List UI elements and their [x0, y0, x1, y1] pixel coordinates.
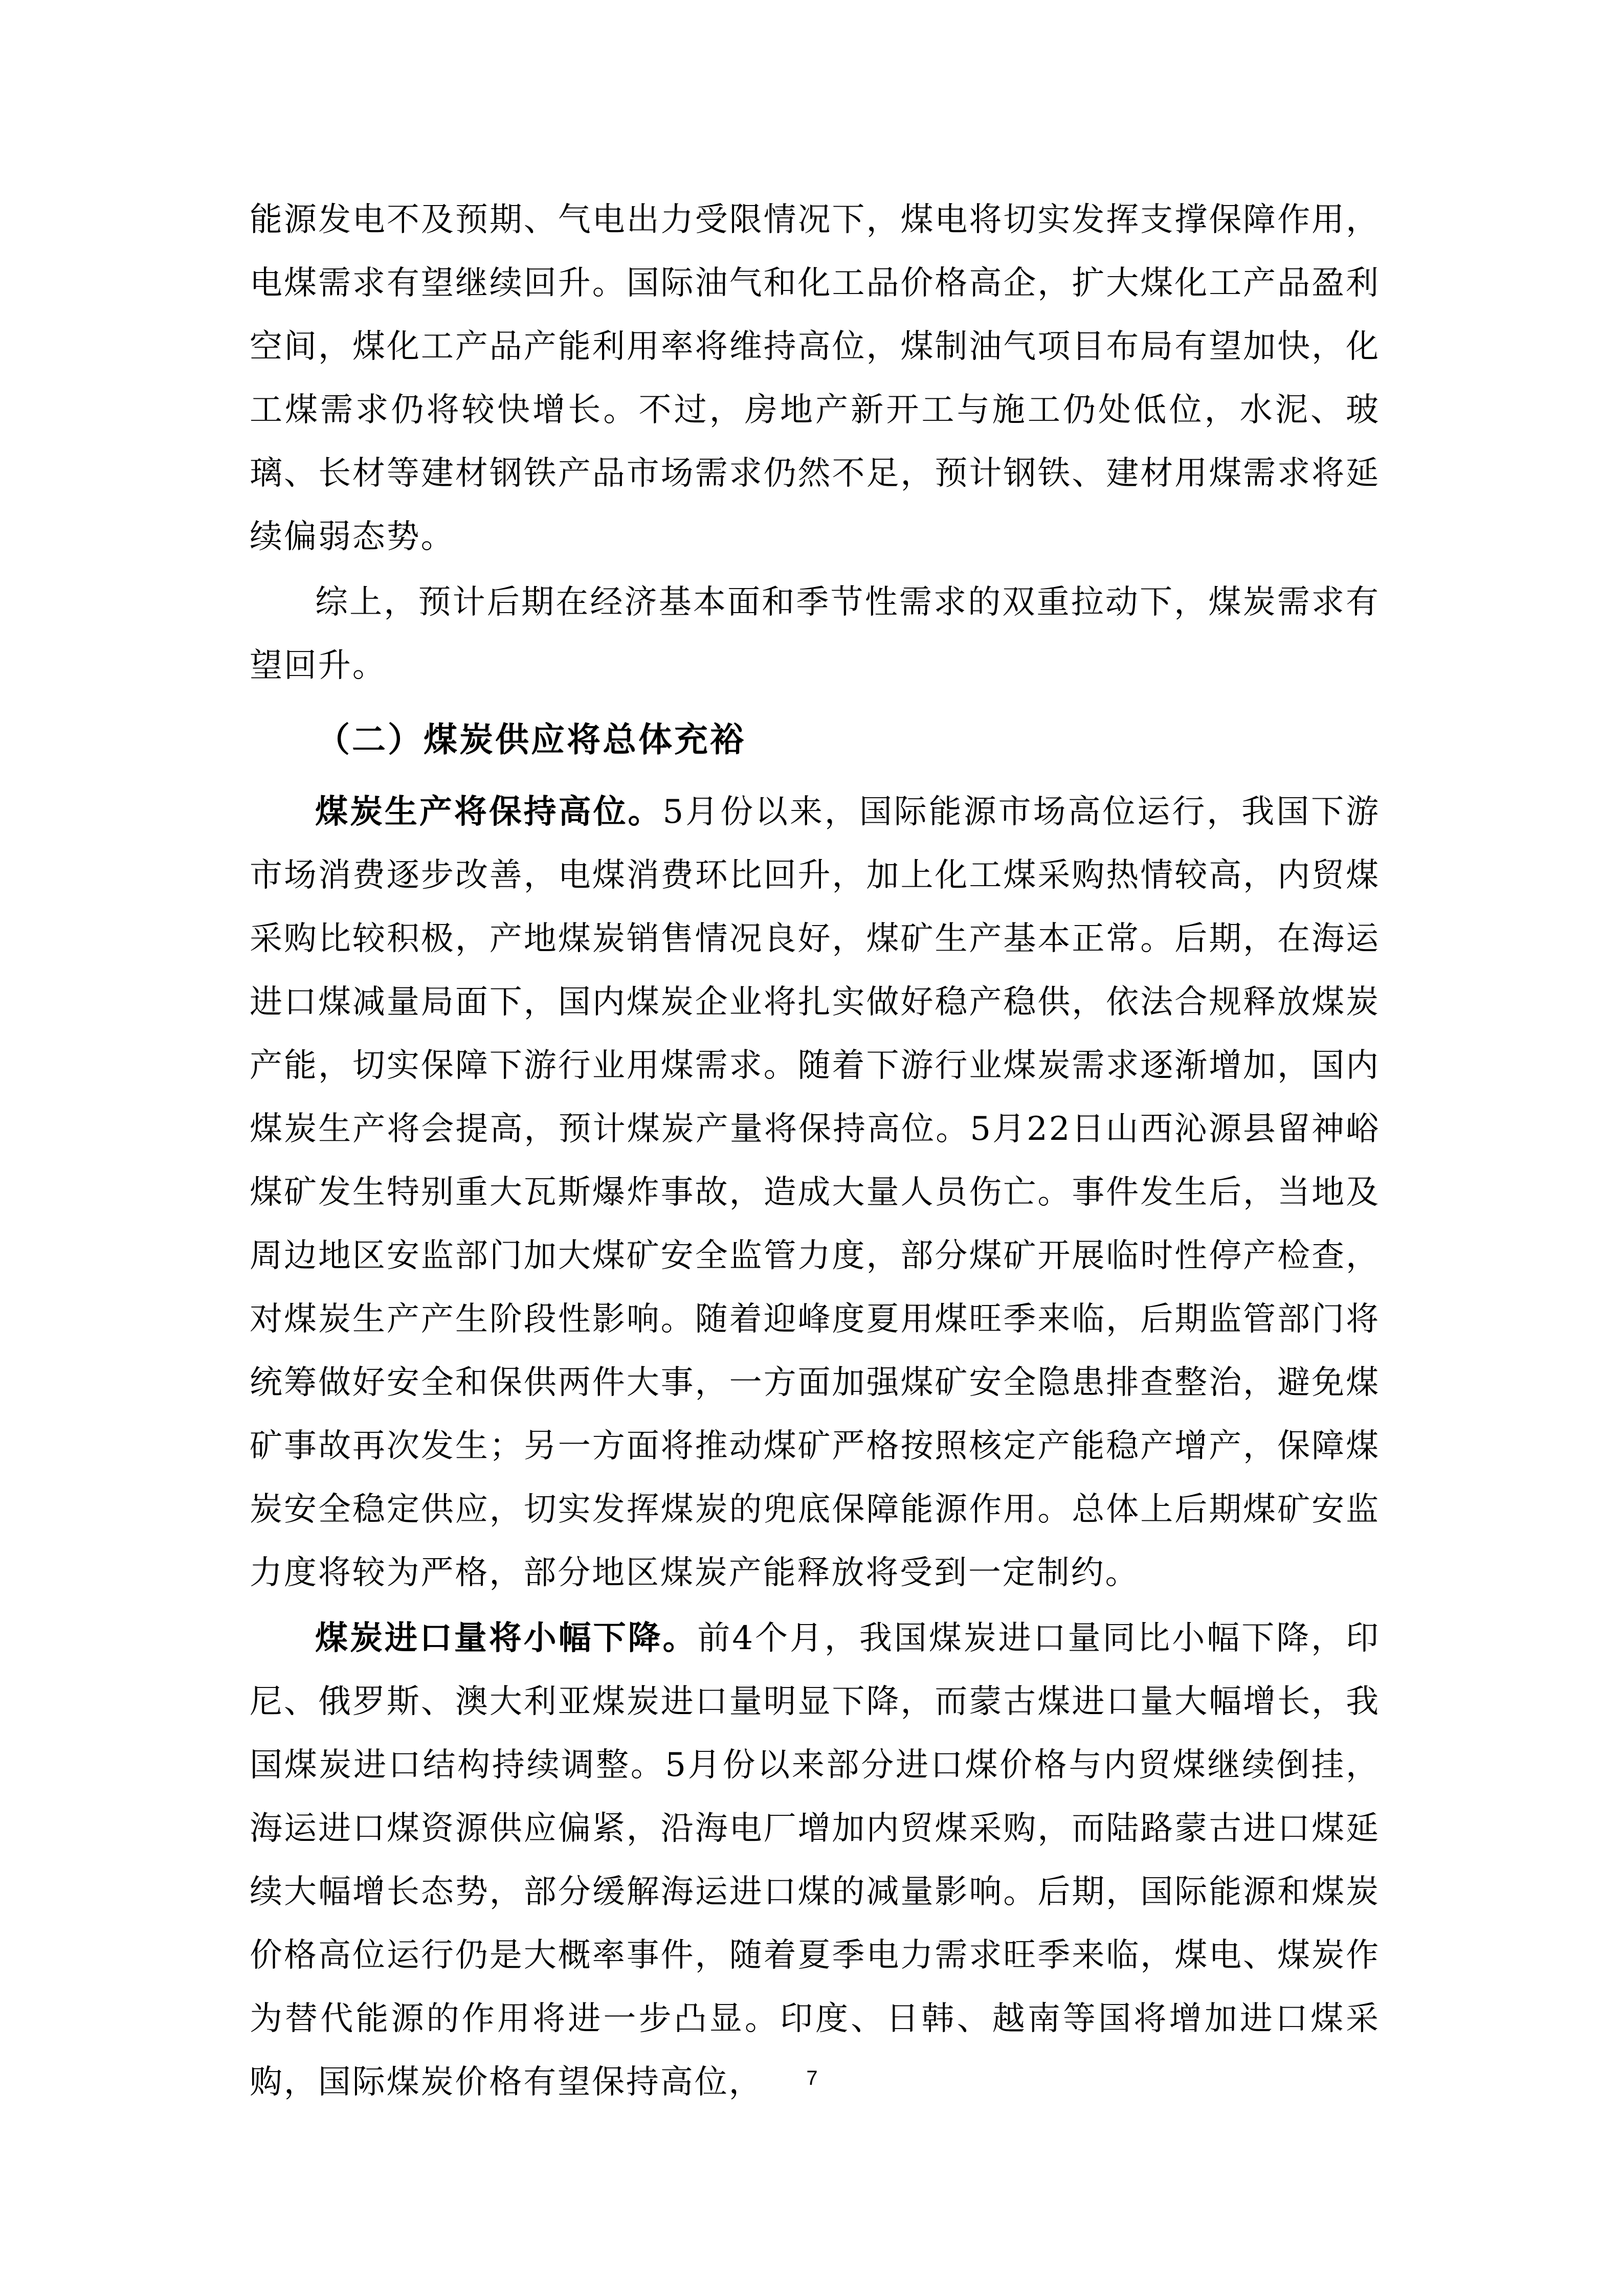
paragraph-lead-coal-imports: 煤炭进口量将小幅下降。: [315, 1619, 698, 1657]
paragraph-coal-imports: [250, 1607, 1380, 2114]
section-heading-coal-supply: （二）煤炭供应将总体充裕: [316, 720, 746, 759]
page-number: 7: [806, 2067, 818, 2089]
paragraph-coal-production: [250, 780, 1380, 1605]
paragraph-demand-summary: 综上，预计后期在经济基本面和季节性需求的双重拉动下，煤炭需求有望回升。: [250, 583, 1380, 685]
paragraph-body-coal-imports: 前4个月，我国煤炭进口量同比小幅下降，印尼、俄罗斯、澳大利亚煤炭进口量明显下降，而蒙古煤进口量大幅增长，我国煤炭进口结构持续调整。5月份以来部分进口煤价格与内贸煤继续倒挂，海运进口煤资源供应偏紧，沿海电厂增加内贸煤采购，而陆路蒙古进口煤延续大幅增长态势，部分缓解海运进口煤的减量影响。后期，国际能源和煤炭价格高位运行仍是大概率事件，随着夏季电力需求旺季来临，煤电、煤炭作为替代能源的作用将进一步凸显。印度、日韩、越南等国将增加进口煤采购，国际煤炭价格有望保持高位，: [250, 1619, 1380, 2101]
paragraph-electricity-chemical-demand: 能源发电不及预期、气电出力受限情况下，煤电将切实发挥支撑保障作用，电煤需求有望继续回升。国际油气和化工品价格高企，扩大煤化工产品盈利空间，煤化工产品产能利用率将维持高位，煤制油气项目布局有望加快，化工煤需求仍将较快增长。不过，房地产新开工与施工仍处低位，水泥、玻璃、长材等建材钢铁产品市场需求仍然不足，预计钢铁、建材用煤需求将延续偏弱态势。: [250, 201, 1380, 556]
page-body: [250, 188, 1380, 2114]
paragraph-body-coal-production: 5月份以来，国际能源市场高位运行，我国下游市场消费逐步改善，电煤消费环比回升，加上化工煤采购热情较高，内贸煤采购比较积极，产地煤炭销售情况良好，煤矿生产基本正常。后期，在海运进口煤减量局面下，国内煤炭企业将扎实做好稳产稳供，依法合规释放煤炭产能，切实保障下游行业用煤需求。随着下游行业煤炭需求逐渐增加，国内煤炭生产将会提高，预计煤炭产量将保持高位。5月22日山西沁源县留神峪煤矿发生特别重大瓦斯爆炸事故，造成大量人员伤亡。事件发生后，当地及周边地区安监部门加大煤矿安全监管力度，部分煤矿开展临时性停产检查，对煤炭生产产生阶段性影响。随着迎峰度夏用煤旺季来临，后期监管部门将统筹做好安全和保供两件大事，一方面加强煤矿安全隐患排查整治，避免煤矿事故再次发生；另一方面将推动煤矿严格按照核定产能稳产增产，保障煤炭安全稳定供应，切实发挥煤炭的兜底保障能源作用。总体上后期煤矿安监力度将较为严格，部分地区煤炭产能释放将受到一定制约。: [250, 793, 1381, 1592]
paragraph-lead-coal-production: 煤炭生产将保持高位。: [315, 793, 663, 831]
